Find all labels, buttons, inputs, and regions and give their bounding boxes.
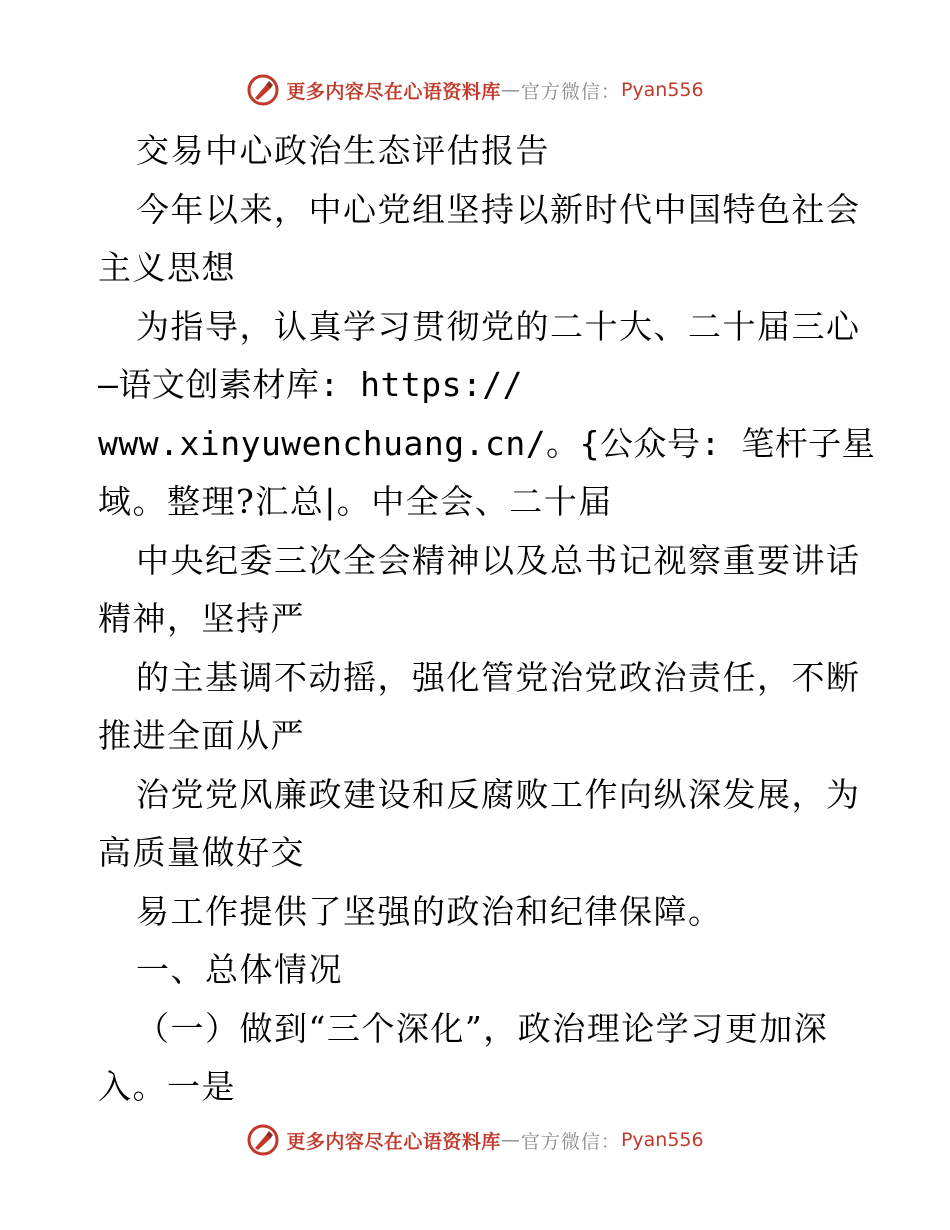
pen-nib-icon (246, 1123, 280, 1157)
text-line: 为指导，认真学习贯彻党的二十大、二十届三心 (136, 306, 861, 346)
text-line: 易工作提供了坚强的政治和纪律保障。 (136, 891, 723, 931)
subsection-heading: （一）做到“三个深化”，政治理论学习更加深 (136, 1008, 829, 1048)
text-line: 高质量做好交 (98, 833, 305, 872)
text-line: 主义思想 (98, 248, 236, 287)
banner-label: 官方微信： (520, 80, 621, 103)
banner-dash: — (500, 1129, 521, 1151)
banner-wechat-id: Pyan556 (620, 79, 704, 101)
banner-wechat-id: Pyan556 (620, 1129, 704, 1151)
text-line: 推进全面从严 (98, 716, 305, 755)
banner-label: 官方微信： (520, 1130, 621, 1153)
footer-banner (0, 1120, 950, 1160)
text-line: 入。一是 (98, 1067, 236, 1106)
text-line: www.xinyuwenchuang.cn/。{公众号: 笔杆子星 (98, 423, 876, 463)
text-line: 域。整理?汇总|。中全会、二十届 (98, 482, 613, 521)
text-line: 治党党风廉政建设和反腐败工作向纵深发展，为 (136, 774, 861, 814)
document-title: 交易中心政治生态评估报告 (136, 131, 550, 170)
text-line: 中央纪委三次全会精神以及总书记视察重要讲话 (136, 540, 861, 580)
pen-nib-icon (246, 73, 280, 107)
text-line: 精神，坚持严 (98, 599, 305, 638)
document-body (98, 122, 876, 1117)
text-line: —语文创素材库: https:// (98, 365, 524, 404)
banner-title: 更多内容尽在心语资料库 (286, 1130, 501, 1153)
banner-title: 更多内容尽在心语资料库 (286, 80, 501, 103)
text-line: 的主基调不动摇，强化管党治党政治责任，不断 (136, 657, 861, 697)
section-heading: 一、总体情况 (136, 950, 343, 989)
text-line: 今年以来，中心党组坚持以新时代中国特色社会 (136, 189, 861, 229)
banner-dash: — (500, 79, 521, 101)
header-banner (0, 70, 950, 110)
